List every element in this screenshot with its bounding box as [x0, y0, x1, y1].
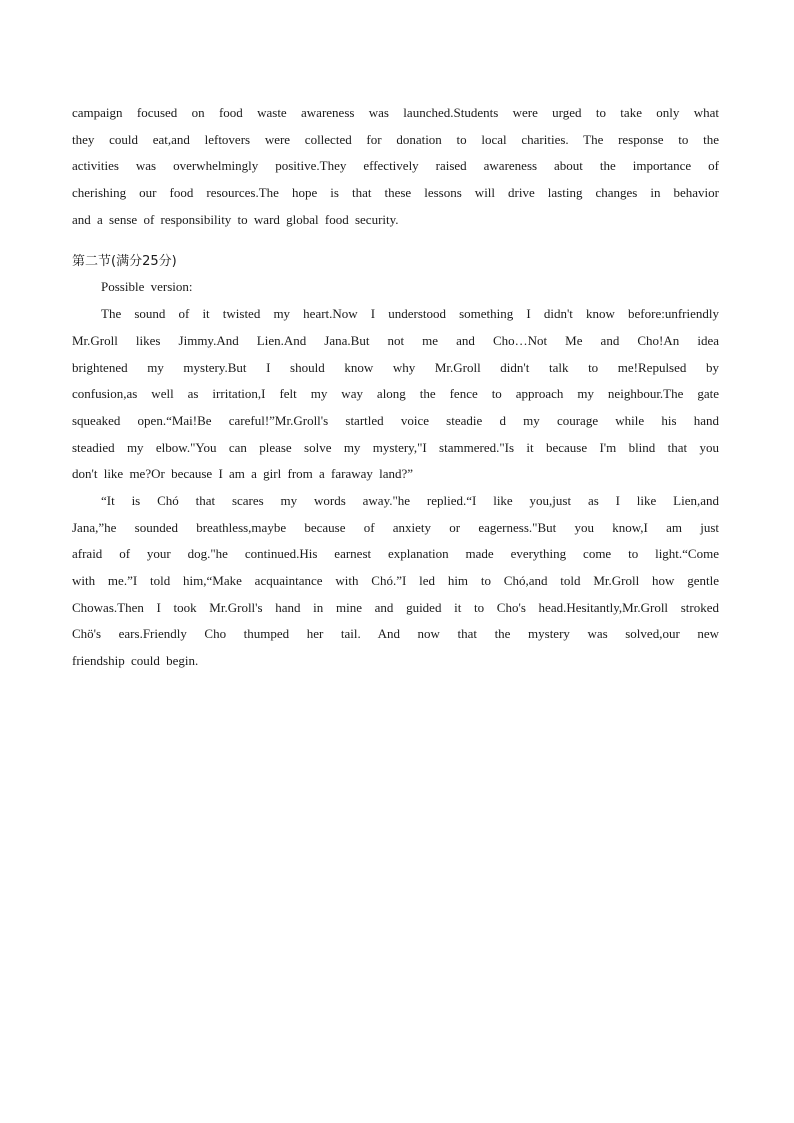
text-line: Chö's ears.Friendly Cho thumped her tail. And now that the mystery was solved,our new: [72, 626, 719, 642]
text-line: Chowas.Then I took Mr.Groll's hand in mine and guided it to Cho's head.Hesitantly,Mr.Groll stroked: [72, 599, 719, 615]
text-line: they could eat,and leftovers were collected for donation to local charities. The response to the: [72, 131, 719, 147]
essay-paragraph-1: [72, 301, 719, 488]
version-label: Possible version:: [101, 279, 193, 295]
text-line: Mr.Groll likes Jimmy.And Lien.And Jana.But not me and Cho…Not Me and Cho!An idea: [72, 332, 719, 348]
text-line: don't like me?Or because I am a girl from a faraway land?”: [72, 466, 414, 482]
text-line: with me.”I told him,“Make acquaintance with Chó.”I led him to Chó,and told Mr.Groll how gentle: [72, 573, 719, 588]
section-heading-text: 第二节(满分25分): [72, 254, 177, 270]
text-line: The sound of it twisted my heart.Now I understood something I didn't know before:unfriendly: [101, 306, 719, 322]
text-line: steadied my elbow."You can please solve my mystery,"I stammered."Is it because I'm blind that you: [72, 439, 719, 455]
essay-paragraph-2: [72, 488, 719, 675]
document-page: [72, 100, 719, 675]
text-line: activities was overwhelmingly positive.They effectively raised awareness about the importance of: [72, 158, 719, 174]
text-line: squeaked open.“Mai!Be careful!”Mr.Groll's startled voice steadie d my courage while his hand: [72, 412, 719, 428]
text-line: cherishing our food resources.The hope is that these lessons will drive lasting changes in behavior: [72, 185, 719, 201]
text-line: afraid of your dog."he continued.His earnest explanation made everything come to light.“Come: [72, 546, 719, 562]
text-line: “It is Chó that scares my words away."he replied.“I like you,just as I like Lien,and: [101, 492, 719, 508]
text-line: Jana,”he sounded breathless,maybe because of anxiety or eagerness."But you know,I am just: [72, 519, 719, 535]
text-line: confusion,as well as irritation,I felt my way along the fence to approach my neighbour.The gate: [72, 386, 719, 402]
section-heading: [72, 248, 719, 274]
text-line: friendship could begin.: [72, 653, 199, 669]
text-line: brightened my mystery.But I should know why Mr.Groll didn't talk to me!Repulsed by: [72, 359, 719, 375]
part1-paragraph: [72, 100, 719, 233]
text-line: and a sense of responsibility to ward global food security.: [72, 211, 399, 227]
text-line: campaign focused on food waste awareness was launched.Students were urged to take only what: [72, 105, 719, 120]
